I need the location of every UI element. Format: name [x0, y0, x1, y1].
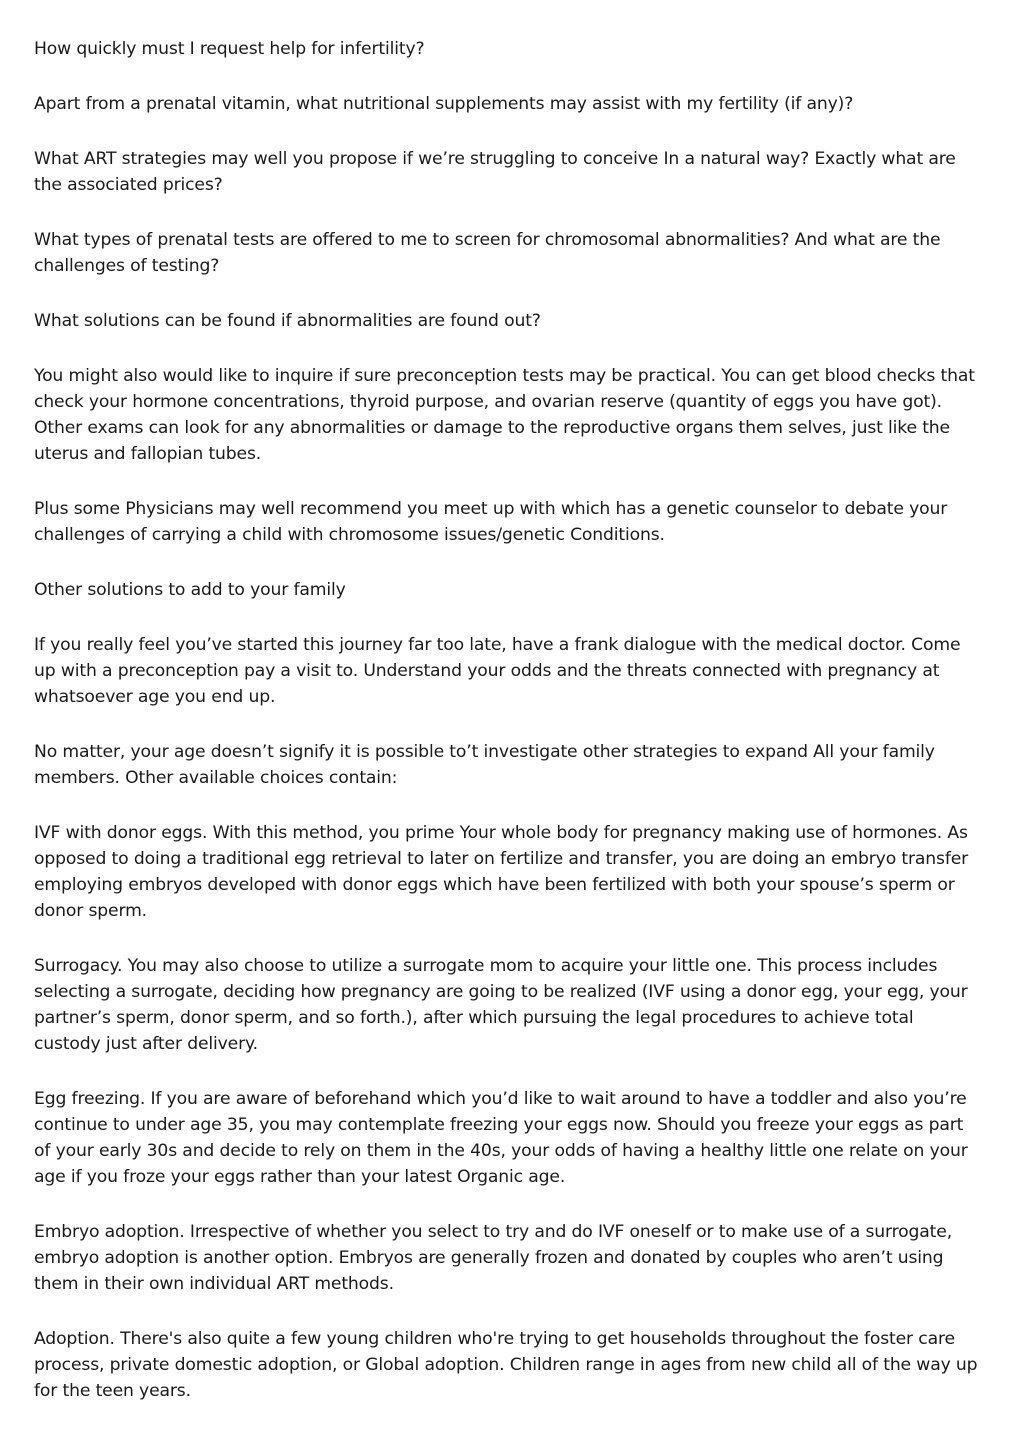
- paragraph-ivf-donor-eggs: IVF with donor eggs. With this method, you prime Your whole body for pregnancy making use of hormones. As opposed to doing a traditional egg retrieval to later on fertilize and transfer, you are doing an embryo transfer employing embryos developed with donor eggs which have been fertilized with both your spouse’s sperm or donor sperm.: [34, 823, 969, 921]
- paragraph-frank-dialogue: If you really feel you’ve started this journey far too late, have a frank dialogue with the medical doctor. Come up with a preconception pay a visit to. Understand your odds and the threats connected with pregnancy at whatsoever age you end up.: [34, 635, 961, 707]
- paragraph-preconception-tests: You might also would like to inquire if sure preconception tests may be practical. You can get blood checks that check your hormone concentrations, thyroid purpose, and ovarian reserve (quantity of eggs you have got). Other exams can look for any abnormalities or damage to the reproductive organs them selves, just like the uterus and fallopian tubes.: [34, 366, 975, 464]
- paragraph-other-solutions-heading: Other solutions to add to your family: [34, 580, 346, 600]
- paragraph-egg-freezing: Egg freezing. If you are aware of beforehand which you’d like to wait around to have a toddler and also you’re continue to under age 35, you may contemplate freezing your eggs now. Should you freeze your eggs as part of your early 30s and decide to rely on them in the 40s, your odds of having a healthy little one relate on your age if you froze your eggs rather than your latest Organic age.: [34, 1089, 968, 1187]
- paragraph-embryo-adoption: Embryo adoption. Irrespective of whether you select to try and do IVF oneself or to make use of a surrogate, embryo adoption is another option. Embryos are generally frozen and donated by couples who aren’t using them in their own individual ART methods.: [34, 1222, 953, 1294]
- paragraph-surrogacy: Surrogacy. You may also choose to utilize a surrogate mom to acquire your little one. This process includes selecting a surrogate, deciding how pregnancy are going to be realized (IVF using a donor egg, your egg, your partner’s sperm, donor sperm, and so forth.), after which pursuing the legal procedures to achieve total custody just after delivery.: [34, 956, 968, 1054]
- paragraph-question-when-to-seek-help: How quickly must I request help for infertility?: [34, 39, 425, 59]
- paragraph-question-art-strategies: What ART strategies may well you propose if we’re struggling to conceive In a natural way? Exactly what are the associated prices?: [34, 149, 956, 195]
- paragraph-genetic-counselor: Plus some Physicians may well recommend you meet up with which has a genetic counselor to debate your challenges of carrying a child with chromosome issues/genetic Conditions.: [34, 499, 948, 545]
- paragraph-adoption: Adoption. There's also quite a few young children who're trying to get households throughout the foster care process, private domestic adoption, or Global adoption. Children range in ages from new child all of the way up for the teen years.: [34, 1329, 978, 1401]
- paragraph-other-choices: No matter, your age doesn’t signify it is possible to’t investigate other strategies to expand All your family members. Other available choices contain:: [34, 742, 935, 788]
- paragraph-question-prenatal-tests: What types of prenatal tests are offered to me to screen for chromosomal abnormalities? And what are the challenges of testing?: [34, 230, 941, 276]
- paragraph-question-solutions: What solutions can be found if abnormalities are found out?: [34, 311, 541, 331]
- document-body: [34, 36, 984, 1433]
- paragraph-question-supplements: Apart from a prenatal vitamin, what nutritional supplements may assist with my fertility (if any)?: [34, 94, 854, 114]
